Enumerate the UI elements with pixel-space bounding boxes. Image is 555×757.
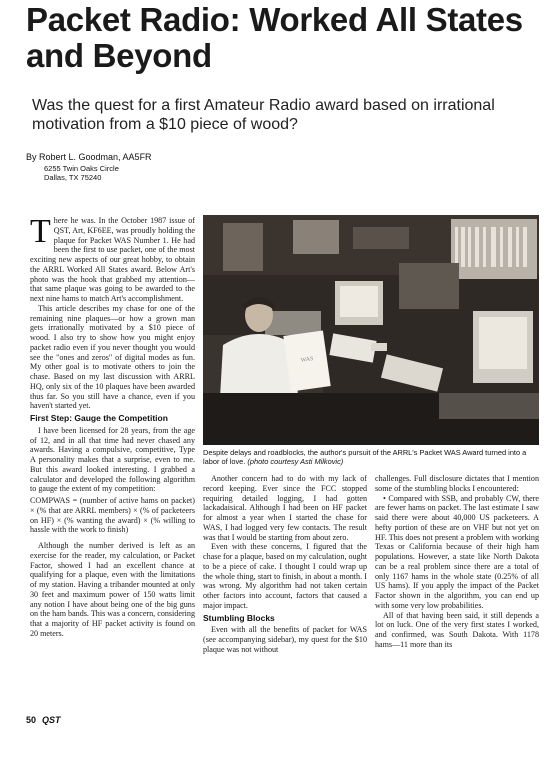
address-line-1: 6255 Twin Oaks Circle — [44, 164, 119, 173]
col1-p3: I have been licensed for 28 years, from the age of 12, and in all that time had never chased any awards. Having a compulsive, competitive, Type A personality makes that a surprise, even to me. But this award looked interesting. I grabbed a calculator and developed the following algorithm to gauge the extent of my competition: — [30, 425, 195, 494]
col2-p3: Even with all the benefits of packet for WAS (see accompanying sidebar), my quest for the $10 plaque was not without — [203, 625, 367, 654]
article-subtitle: Was the quest for a first Amateur Radio award based on irrational motivation from a $10 piece of wood? — [32, 97, 495, 133]
photo-caption — [203, 448, 539, 466]
col1-p1: here he was. In the October 1987 issue of QST, Art, KF6EE, was proudly holding the plaque for Packet WAS Number 1. He had been the first to use packet, one of the most exciting new aspects of our great hobby, to obtain the ARRL Worked All States award. Below Art's photo was the hook that grabbed my attention—that same plaque was going to be awarded to the next nine hams to match Art's accomplishment. — [30, 216, 195, 303]
col2-p1: Another concern had to do with my lack of record keeping. Ever since the FCC stopped requiring detailed logging, I had gotten lackadaisical. Although I had been on HF packet for almost a year when I started the chase for WAS, I had logged very few contacts. The result was that I would be starting from about zero. — [203, 474, 367, 542]
address-line-2: Dallas, TX 75240 — [44, 173, 102, 182]
author-address — [44, 164, 119, 182]
drop-cap: T — [30, 213, 51, 250]
section-heading-gauge: First Step: Gauge the Competition — [30, 413, 168, 423]
page-number: 50 — [26, 715, 37, 725]
photo-illustration — [203, 215, 539, 445]
formula: COMPWAS = (number of active hams on packet) × (% that are ARRL members) × (% of packeteers on HF) × (% wanting the award) × (% willing to hassle with the work to finish) — [30, 496, 195, 535]
col3-p2: • Compared with SSB, and probably CW, there are fewer hams on packet. The last estimate I saw said there were about 40,000 US packeteers. A hefty portion of these are on VHF but not yet on HF. This does not present a problem with working Texas or California because of their high ham populations. However, a state like North Dakota can be a real problem since there are a total of only 1167 hams in the whole state (0.25% of all US hams). If you apply the impact of the Packet Factor shown in the algorithm, you can end up with some very low probabilities. — [375, 493, 539, 610]
intro-paragraph — [30, 213, 195, 304]
plaque-label: WAS — [300, 356, 314, 364]
caption-credit: (photo courtesy Asti Milkovic) — [247, 457, 344, 466]
column-1 — [30, 213, 195, 639]
col3-p1: challenges. Full disclosure dictates that I mention some of the stumbling blocks I encountered: — [375, 474, 539, 493]
article-title: Packet Radio: Worked All States and Beyond — [26, 1, 523, 74]
article-photo — [203, 215, 539, 445]
col1-p2: This article describes my chase for one of the remaining nine plaques—or how a grown man gets irrationally motivated by a $10 piece of wood. I also try to show how you might enjoy packet radio even if you never thought you would see the "ones and zeros" of digital modes as fun. My other goal is to motivate others to join the chase. Based on my last discussion with ARRL HQ, only six of the 10 plaques have been awarded thus far. So you still have a chance, even if you haven't started yet. — [30, 303, 195, 411]
caption-text: Despite delays and roadblocks, the author's pursuit of the ARRL's Packet WAS Award turned into a labor of love. — [203, 448, 527, 466]
section-heading-stumbling: Stumbling Blocks — [203, 612, 275, 623]
column-2 — [203, 474, 367, 655]
col1-p4: Although the number derived is left as an exercise for the reader, my calculation, or Packet Factor, showed I had an excellent chance at qualifying for a plaque, even with the limitations of my station. Having a tribander mounted at only 30 feet and maximum power of 150 watts limit any notion I have about being one of the big guns on the ham bands. This was a concern, considering that a majority of HF packet activity is found on 20 meters. — [30, 541, 195, 638]
magazine-name: QST — [42, 715, 61, 725]
page-footer — [26, 715, 61, 725]
column-3 — [375, 474, 539, 650]
col3-p3: All of that having been said, it still depends a lot on luck. One of the very first states I worked, and confirmed, was South Dakota. With 1178 hams—11 more than its — [375, 610, 539, 649]
col2-p2: Even with these concerns, I figured that the chase for a plaque, based on my calculation, ought to be a piece of cake. I thought I could wrap up the whole thing, start to finish, in about a month. I was wrong. My algorithm had not taken certain other factors into account, factors that caused a major impact. — [203, 542, 367, 610]
byline: By Robert L. Goodman, AA5FR — [26, 152, 152, 162]
